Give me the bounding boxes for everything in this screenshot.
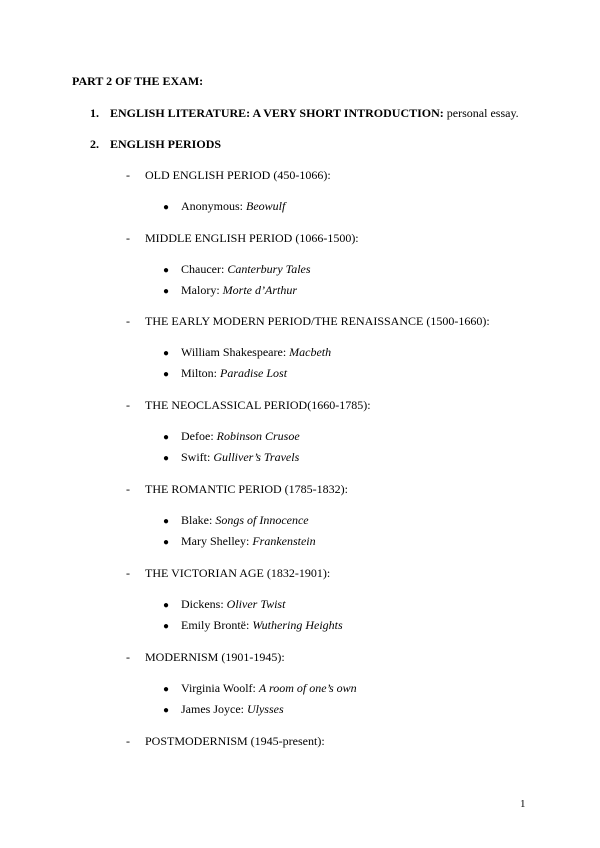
dash-marker: - bbox=[126, 398, 130, 412]
work-author: James Joyce: bbox=[181, 702, 247, 716]
bullet-icon: ● bbox=[163, 286, 170, 297]
work-item bbox=[163, 283, 297, 298]
bullet-icon: ● bbox=[163, 369, 170, 380]
work-author: Blake: bbox=[181, 513, 216, 527]
work-title: Wuthering Heights bbox=[252, 618, 343, 632]
work-author: Virginia Woolf: bbox=[181, 681, 259, 695]
work-item bbox=[163, 429, 300, 444]
period-item bbox=[126, 168, 331, 183]
work-title: Canterbury Tales bbox=[227, 262, 311, 276]
dash-marker: - bbox=[126, 231, 130, 245]
work-author: Swift: bbox=[181, 450, 214, 464]
work-title: Gulliver’s Travels bbox=[213, 450, 300, 464]
bullet-icon: ● bbox=[163, 684, 170, 695]
item-title: ENGLISH LITERATURE: A VERY SHORT INTRODUCTION: bbox=[110, 106, 444, 120]
work-title: Paradise Lost bbox=[220, 366, 288, 380]
work-author: Milton: bbox=[181, 366, 221, 380]
bullet-icon: ● bbox=[163, 265, 170, 276]
item-title: ENGLISH PERIODS bbox=[110, 137, 222, 151]
dash-marker: - bbox=[126, 314, 130, 328]
bullet-icon: ● bbox=[163, 348, 170, 359]
work-author: Anonymous: bbox=[181, 199, 247, 213]
work-item bbox=[163, 450, 299, 465]
item-description: personal essay. bbox=[443, 106, 519, 120]
period-item bbox=[126, 482, 348, 497]
work-author: Emily Brontë: bbox=[181, 618, 253, 632]
exam-part-heading: PART 2 OF THE EXAM: bbox=[72, 74, 204, 88]
dash-marker: - bbox=[126, 482, 130, 496]
numbered-item-periods bbox=[90, 137, 221, 152]
period-label: THE ROMANTIC PERIOD (1785-1832): bbox=[145, 482, 348, 496]
period-label: THE NEOCLASSICAL PERIOD(1660-1785): bbox=[145, 398, 371, 412]
bullet-icon: ● bbox=[163, 432, 170, 443]
work-item bbox=[163, 366, 287, 381]
work-author: Dickens: bbox=[181, 597, 227, 611]
work-title: Frankenstein bbox=[252, 534, 316, 548]
period-item bbox=[126, 231, 359, 246]
period-label: MIDDLE ENGLISH PERIOD (1066-1500): bbox=[145, 231, 359, 245]
work-title: Morte d’Arthur bbox=[222, 283, 297, 297]
work-item bbox=[163, 262, 311, 277]
work-author: William Shakespeare: bbox=[181, 345, 290, 359]
work-title: Oliver Twist bbox=[226, 597, 286, 611]
work-item bbox=[163, 618, 343, 633]
period-item bbox=[126, 734, 325, 749]
period-label: MODERNISM (1901-1945): bbox=[145, 650, 285, 664]
work-title: Macbeth bbox=[289, 345, 332, 359]
period-label: POSTMODERNISM (1945-present): bbox=[145, 734, 325, 748]
dash-marker: - bbox=[126, 168, 130, 182]
bullet-icon: ● bbox=[163, 600, 170, 611]
period-item bbox=[126, 314, 490, 329]
bullet-icon: ● bbox=[163, 537, 170, 548]
period-item bbox=[126, 650, 285, 665]
period-item bbox=[126, 566, 330, 581]
dash-marker: - bbox=[126, 650, 130, 664]
work-item bbox=[163, 681, 357, 696]
bullet-icon: ● bbox=[163, 202, 170, 213]
work-item bbox=[163, 513, 309, 528]
work-title: Robinson Crusoe bbox=[216, 429, 300, 443]
item-number: 1. bbox=[90, 106, 99, 120]
work-author: Defoe: bbox=[181, 429, 217, 443]
dash-marker: - bbox=[126, 734, 130, 748]
work-title: Beowulf bbox=[246, 199, 286, 213]
dash-marker: - bbox=[126, 566, 130, 580]
period-item bbox=[126, 398, 371, 413]
item-number: 2. bbox=[90, 137, 99, 151]
work-title: Songs of Innocence bbox=[215, 513, 309, 527]
work-item bbox=[163, 534, 316, 549]
period-label: OLD ENGLISH PERIOD (450-1066): bbox=[145, 168, 331, 182]
bullet-icon: ● bbox=[163, 705, 170, 716]
work-item bbox=[163, 702, 284, 717]
numbered-item-intro bbox=[90, 106, 519, 121]
work-item bbox=[163, 597, 285, 612]
bullet-icon: ● bbox=[163, 621, 170, 632]
work-item bbox=[163, 199, 285, 214]
work-author: Malory: bbox=[181, 283, 223, 297]
work-title: A room of one’s own bbox=[258, 681, 357, 695]
work-author: Chaucer: bbox=[181, 262, 228, 276]
period-label: THE VICTORIAN AGE (1832-1901): bbox=[145, 566, 331, 580]
period-label: THE EARLY MODERN PERIOD/THE RENAISSANCE (1500-1660): bbox=[145, 314, 490, 328]
page-number: 1 bbox=[520, 798, 526, 810]
work-author: Mary Shelley: bbox=[181, 534, 253, 548]
bullet-icon: ● bbox=[163, 516, 170, 527]
bullet-icon: ● bbox=[163, 453, 170, 464]
work-title: Ulysses bbox=[246, 702, 284, 716]
work-item bbox=[163, 345, 331, 360]
